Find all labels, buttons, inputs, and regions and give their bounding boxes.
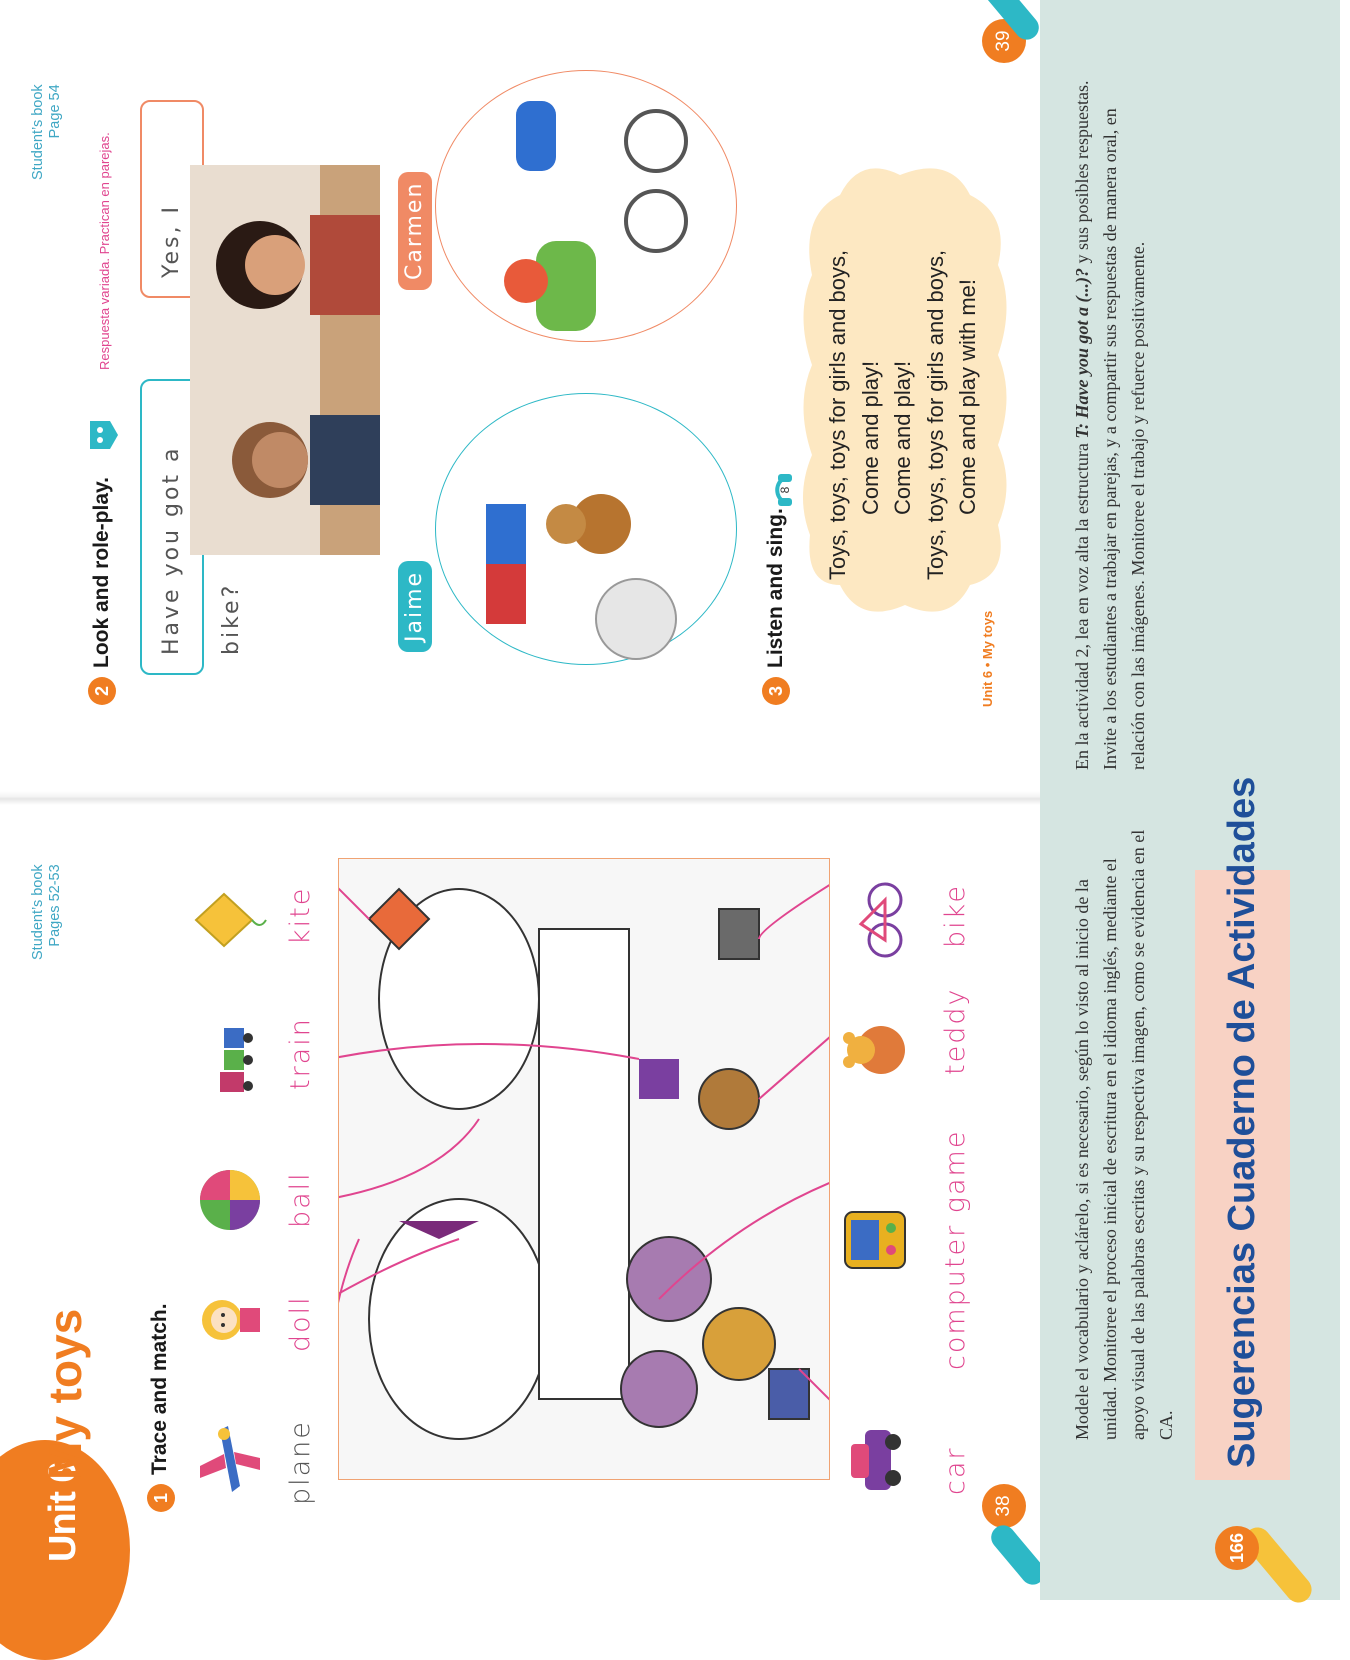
paragraph-part: y sus posibles respuestas. Invite a los estudiantes a trabajar en parejas, y a compartir sus respuestas de manera oral, en relación con las imágenes. Monitoree el trabajo y refuerce positivamente. bbox=[1072, 80, 1148, 770]
name-tag-jaime: Jaime bbox=[398, 561, 432, 652]
doll-icon bbox=[190, 1280, 270, 1360]
page-number-166: 166 bbox=[1215, 1526, 1259, 1570]
football bbox=[596, 579, 676, 659]
word-car: car bbox=[940, 1446, 971, 1495]
song-line-3: Come and play! bbox=[890, 360, 915, 515]
jaime-toys-circle bbox=[435, 393, 737, 665]
book-spine bbox=[0, 791, 1060, 805]
track-number: 8 bbox=[778, 486, 792, 494]
word-teddy: teddy bbox=[940, 987, 971, 1075]
teacher-paragraph-right bbox=[1068, 80, 1152, 770]
kite-icon bbox=[190, 880, 270, 960]
answer-hint: Respuesta variada. Practican en parejas. bbox=[97, 132, 112, 370]
teddy-icon bbox=[835, 1010, 915, 1090]
pair-work-icon bbox=[86, 415, 120, 455]
ref-line: Student’s book bbox=[30, 84, 46, 180]
teacher-paragraph-left: Modele el vocabulario y aclárelo, si es necesario, según lo visto al inicio de la unidad. Monitoree el proceso inicial de escritura en el idioma inglés, mediante el apoyo visual de las palabras escritas y su respectiva imagen, como se evidencia en el CA. bbox=[1072, 829, 1176, 1440]
toy-train bbox=[486, 564, 526, 624]
activity-number-2: 2 bbox=[88, 677, 116, 705]
word-doll: doll bbox=[285, 1295, 316, 1352]
unit-title: My toys bbox=[39, 1308, 91, 1480]
song-line-5: Come and play with me! bbox=[955, 279, 980, 515]
ref-line: Student’s book bbox=[30, 864, 46, 960]
unit-footer: Unit 6 • My toys bbox=[980, 610, 995, 707]
name-tag-carmen: Carmen bbox=[398, 172, 432, 290]
word-kite: kite bbox=[285, 886, 316, 945]
carmen-toys bbox=[436, 71, 736, 341]
computer-game-icon bbox=[835, 1200, 915, 1280]
suggestions-title: Sugerencias Cuaderno de Actividades bbox=[1221, 776, 1263, 1468]
plane-icon bbox=[190, 1420, 270, 1500]
activity-title-1: Trace and match. bbox=[148, 1303, 171, 1475]
activity-title-3: Listen and sing. bbox=[764, 508, 787, 668]
activity-title-2: Look and role-play. bbox=[90, 477, 113, 668]
suggestions-box bbox=[1195, 776, 1290, 1480]
toy-car bbox=[516, 101, 556, 171]
bike-icon bbox=[835, 880, 915, 960]
students-book-ref-right bbox=[30, 84, 64, 180]
word-computer-game: computer game bbox=[940, 1129, 971, 1370]
carmen-toys-circle bbox=[435, 70, 737, 342]
jaime-toys bbox=[436, 394, 736, 664]
ball-icon bbox=[190, 1160, 270, 1240]
answer-bubble: Yes, I bbox=[140, 100, 204, 298]
ref-pages: Page 54 bbox=[47, 84, 63, 139]
question-bubble: Have you got a bike? bbox=[140, 379, 204, 675]
page-number-39: 39 bbox=[982, 19, 1026, 63]
song-line-1: Toys, toys, toys for girls and boys, bbox=[825, 249, 850, 580]
unit-label: Unit 6 bbox=[42, 1462, 84, 1562]
page-number-38: 38 bbox=[982, 1484, 1026, 1528]
train-icon bbox=[190, 1020, 270, 1100]
students-book-ref-left bbox=[30, 864, 64, 960]
car-icon bbox=[835, 1420, 915, 1500]
activity-number-3: 3 bbox=[762, 677, 790, 705]
song-line-2: Come and play! bbox=[858, 360, 883, 515]
photo-children bbox=[190, 165, 380, 555]
ref-pages: Pages 52-53 bbox=[47, 864, 63, 947]
bicycle bbox=[626, 191, 686, 251]
paragraph-part: En la actividad 2, lea en voz alta la estructura bbox=[1072, 438, 1092, 770]
song-line-4: Toys, toys, toys for girls and boys, bbox=[923, 249, 948, 580]
word-ball: ball bbox=[285, 1171, 316, 1228]
word-bike: bike bbox=[940, 884, 971, 948]
word-plane: plane bbox=[285, 1420, 316, 1505]
audio-track-icon[interactable] bbox=[756, 470, 796, 510]
structure-example: T: Have you got a (...)? bbox=[1072, 268, 1092, 439]
activity-number-1: 1 bbox=[147, 1484, 175, 1512]
word-train: train bbox=[285, 1017, 316, 1090]
park-scene-illustration bbox=[338, 858, 830, 1480]
